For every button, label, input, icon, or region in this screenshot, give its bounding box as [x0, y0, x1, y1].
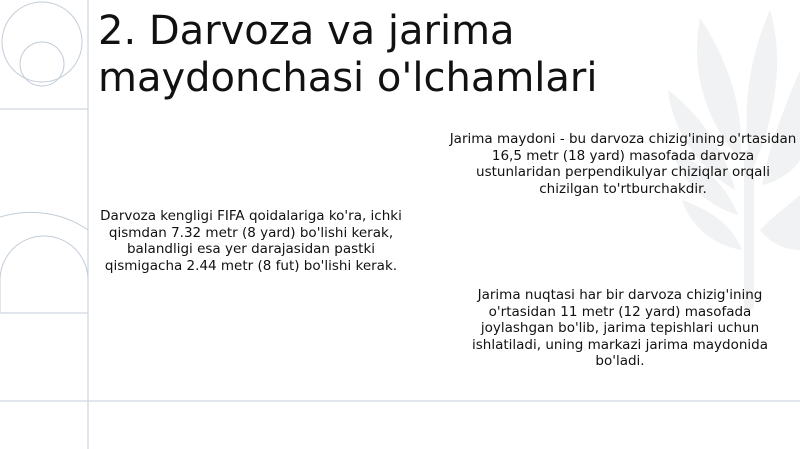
- penalty-area-text: Jarima maydoni - bu darvoza chizig'ining o'rtasidan 16,5 metr (18 yard) masofada darvoza ustunlaridan perpendikulyar chiziqlar orqali chizilgan to'rtburchakdir.: [449, 131, 797, 197]
- penalty-spot-text: Jarima nuqtasi har bir darvoza chizig'ining o'rtasidan 11 metr (12 yard) masofada joylashgan bo'lib, jarima tepishlari uchun ishlatiladi, uning markazi jarima maydonida bo'ladi.: [472, 287, 768, 369]
- goal-dimensions-text: Darvoza kengligi FIFA qoidalariga ko'ra, ichki qismdan 7.32 metr (8 yard) bo'lishi kerak, balandligi esa yer darajasidan pastki qismigacha 2.44 metr (8 fut) bo'lishi kerak.: [100, 208, 402, 274]
- slide-title: 2. Darvoza va jarima maydonchasi o'lchamlari: [98, 8, 598, 101]
